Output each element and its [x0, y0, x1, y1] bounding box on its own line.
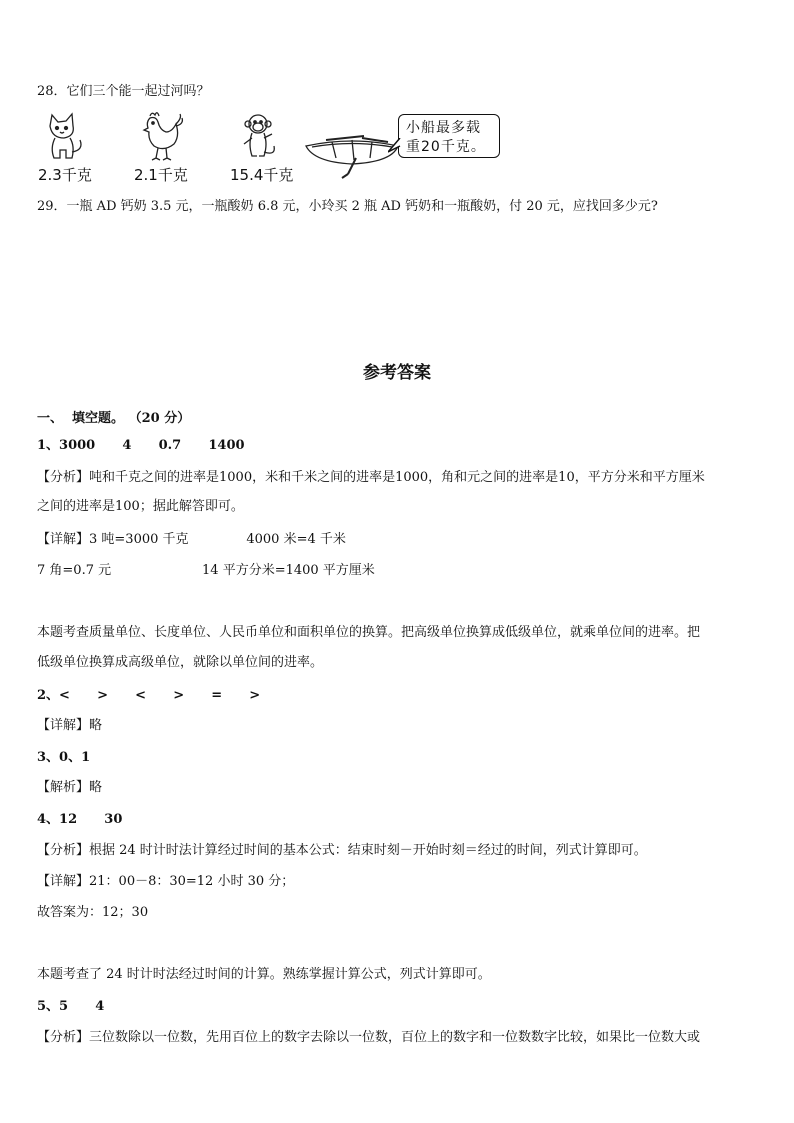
boat-icon	[302, 132, 402, 182]
detail-1b: 7 角=0.7 元 14 平方分米=1400 平方厘米	[37, 563, 375, 578]
conclusion-4: 故答案为：12；30	[37, 905, 149, 920]
detail-4: 【详解】21：00－8：30=12 小时 30 分；	[37, 874, 295, 889]
answer-1: 1、3000 4 0.7 1400	[37, 438, 245, 453]
answer-4: 4、12 30	[37, 812, 123, 827]
bubble-tail	[388, 138, 402, 154]
detail-2: 【详解】略	[37, 718, 103, 733]
weight-cat: 2.3千克	[38, 166, 92, 184]
answer-2: 2、< > < > = >	[37, 688, 261, 703]
weight-monkey: 15.4千克	[230, 166, 294, 184]
summary-1a: 本题考查质量单位、长度单位、人民币单位和面积单位的换算。把高级单位换算成低级单位，就乘单位间的进率。把	[37, 625, 701, 640]
answers-title: 参考答案	[363, 363, 431, 383]
detail-3: 【解析】略	[37, 780, 103, 795]
question-28: 28．它们三个能一起过河吗？	[37, 84, 210, 99]
summary-1b: 低级单位换算成高级单位，就除以单位间的进率。	[37, 655, 324, 670]
answer-5: 5、5 4	[37, 999, 105, 1014]
section-heading: 一、 填空题。 （20 分）	[37, 411, 191, 426]
analysis-1b: 之间的进率是100；据此解答即可。	[37, 499, 244, 514]
analysis-4: 【分析】根据 24 时计时法计算经过时间的基本公式：结束时刻－开始时刻＝经过的时间，列式计算即可。	[37, 843, 647, 858]
cat-icon	[42, 112, 86, 162]
detail-1a: 【详解】3 吨=3000 千克 4000 米=4 千米	[37, 532, 346, 547]
answer-3: 3、0、1	[37, 750, 91, 765]
analysis-5: 【分析】三位数除以一位数，先用百位上的数字去除以一位数，百位上的数字和一位数数字比较，如果比一位数大或	[37, 1030, 701, 1045]
summary-4: 本题考查了 24 时计时法经过时间的计算。熟练掌握计算公式，列式计算即可。	[37, 967, 491, 982]
rooster-icon	[140, 110, 184, 162]
monkey-icon	[236, 112, 280, 162]
bubble-line-1: 小船最多载	[406, 120, 481, 136]
bubble-line-2: 重20千克。	[406, 139, 486, 155]
question-29: 29．一瓶 AD 钙奶 3.5 元，一瓶酸奶 6.8 元，小玲买 2 瓶 AD 钙奶和一瓶酸奶，付 20 元，应找回多少元?	[37, 199, 658, 214]
weight-rooster: 2.1千克	[134, 166, 188, 184]
analysis-1a: 【分析】吨和千克之间的进率是1000，米和千米之间的进率是1000，角和元之间的进率是10，平方分米和平方厘米	[37, 470, 705, 485]
